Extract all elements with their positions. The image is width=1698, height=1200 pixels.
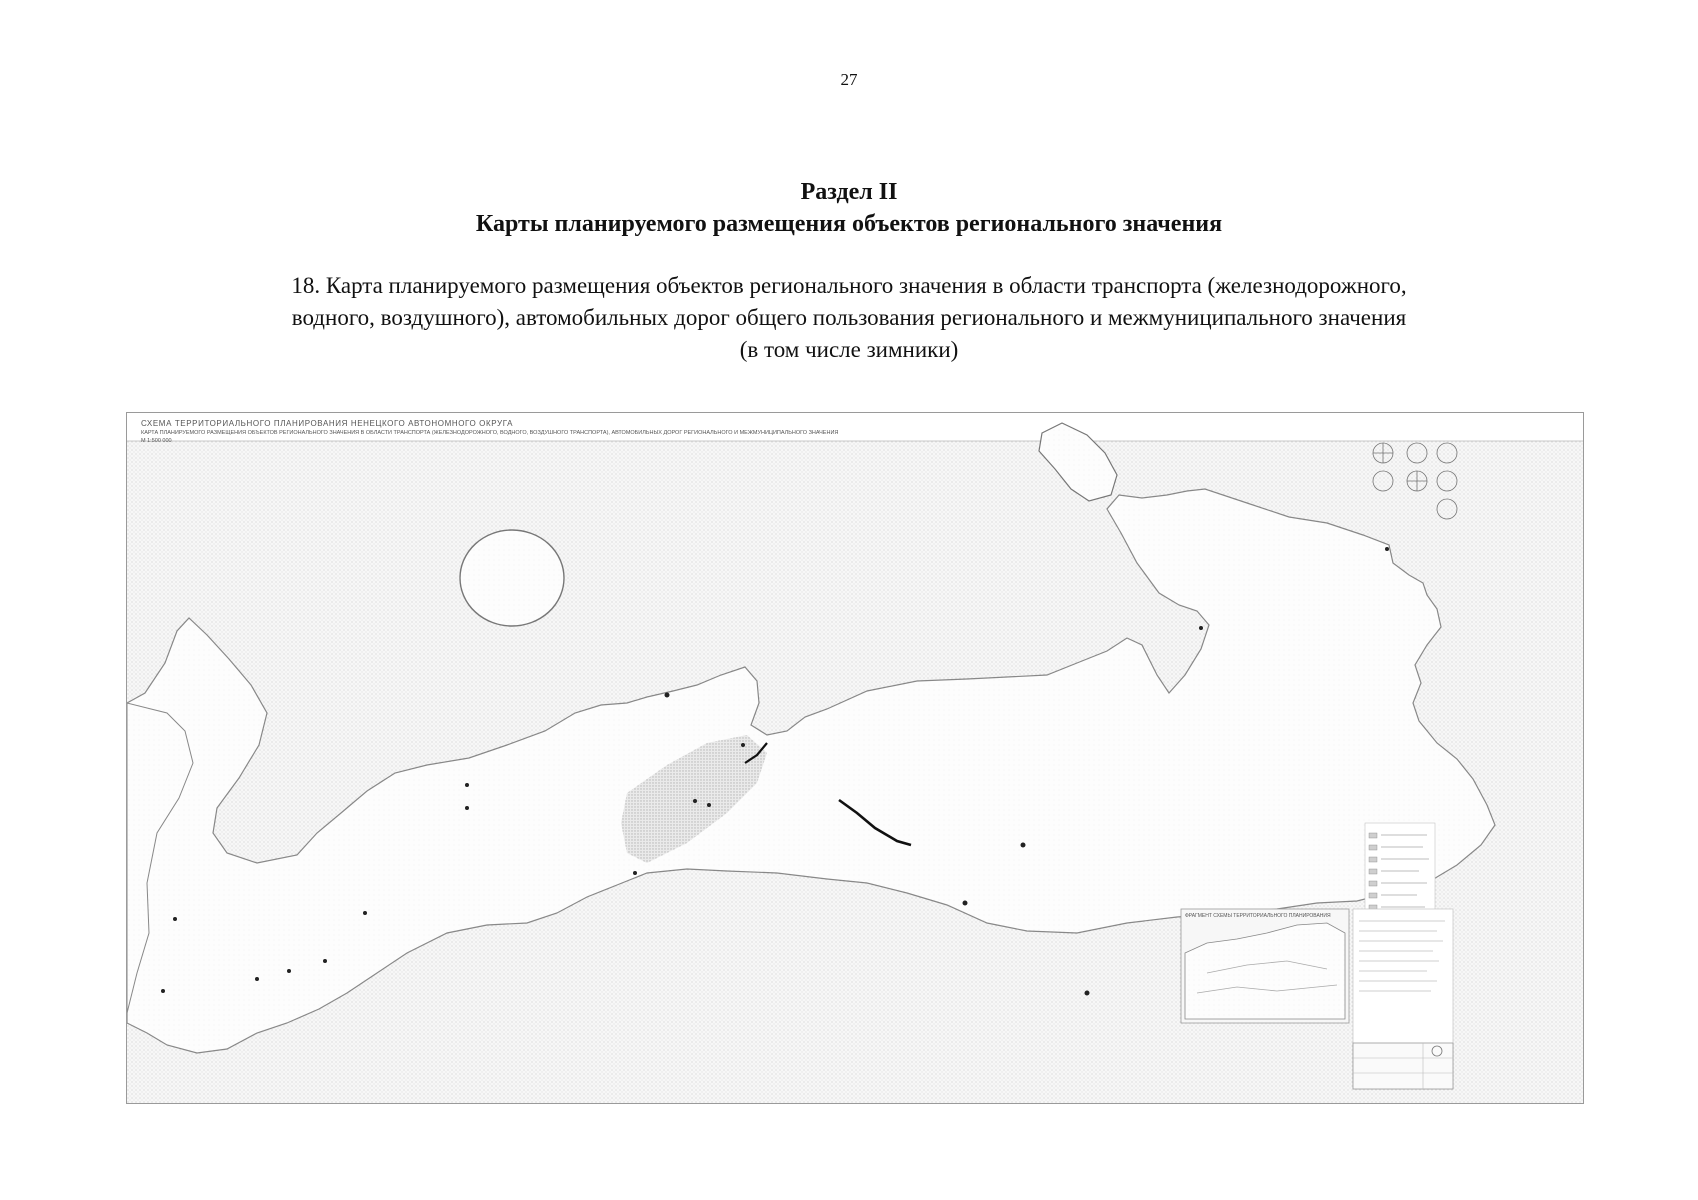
map-figure: [126, 412, 1584, 1104]
map-image: [127, 413, 1583, 1103]
section-title: Карты планируемого размещения объектов регионального значения: [475, 211, 1223, 237]
page-number: 27: [840, 70, 858, 89]
map-caption: [150, 270, 1548, 366]
map-caption-line: (в том числе зимники): [739, 337, 959, 362]
inset-map: [1181, 909, 1349, 1023]
section-title-block: [0, 176, 1698, 240]
section-heading: Раздел II: [800, 179, 898, 205]
kolguev-island: [460, 530, 564, 626]
title-block-stamp: [1353, 909, 1453, 1089]
map-caption-line: водного, воздушного), автомобильных дорог общего пользования регионального и межмуниципального значения: [291, 305, 1407, 330]
map-header-title: СХЕМА ТЕРРИТОРИАЛЬНОГО ПЛАНИРОВАНИЯ НЕНЕЦКОГО АВТОНОМНОГО ОКРУГА: [141, 419, 514, 428]
map-header-subtitle: КАРТА ПЛАНИРУЕМОГО РАЗМЕЩЕНИЯ ОБЪЕКТОВ РЕГИОНАЛЬНОГО ЗНАЧЕНИЯ В ОБЛАСТИ ТРАНСПОРТА (ЖЕЛЕЗНОДОРОЖНОГО, ВОДНОГО, ВОЗДУШНОГО ТРАНСПОРТА), АВТОМОБИЛЬНЫХ ДОРОГ РЕГИОНАЛЬНОГО И МЕЖМУНИЦИПАЛЬНОГО ЗНАЧЕНИЯ: [141, 430, 839, 436]
inset-map-title: ФРАГМЕНТ СХЕМЫ ТЕРРИТОРИАЛЬНОГО ПЛАНИРОВАНИЯ: [1185, 913, 1331, 919]
map-caption-line: 18. Карта планируемого размещения объектов регионального значения в области транспорта (железнодорожного,: [291, 273, 1407, 298]
map-header: [141, 419, 838, 444]
map-header-scale: М 1:500 000: [141, 438, 172, 444]
